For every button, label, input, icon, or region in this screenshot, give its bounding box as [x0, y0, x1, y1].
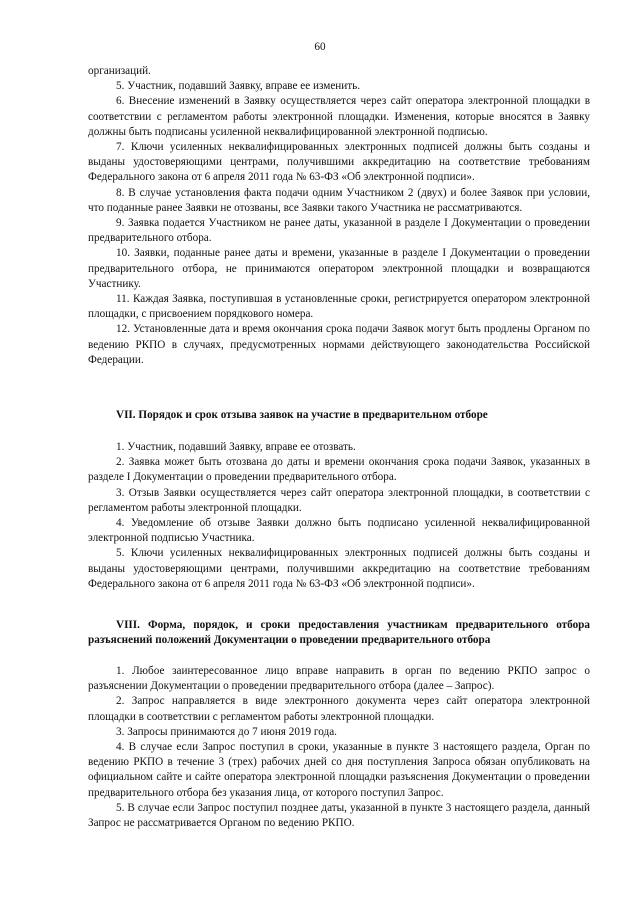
section-7-heading-block [88, 408, 590, 423]
paragraph: 4. В случае если Запрос поступил в сроки, указанные в пункте 3 настоящего раздела, Орган по ведению РКПО в течение 3 (трех) рабочих дней со дня поступления Запроса обязан опубликовать на официальном сайте и сайте оператора электронной площадки разъяснения Документации о проведении предварительного отбора без указания лица, от которого поступил Запрос. [88, 741, 590, 799]
section-7-heading: VII. Порядок и срок отзыва заявок на участие в предварительном отборе [116, 409, 488, 421]
paragraph: 5. В случае если Запрос поступил позднее даты, указанной в пункте 3 настоящего раздела, данный Запрос не рассматривается Органом по ведению РКПО. [88, 801, 590, 830]
paragraph: 12. Установленные дата и время окончания срока подачи Заявок могут быть продлены Органом по ведению РКПО в случаях, предусмотренных нормами действующего законодательства Российской Федерации. [88, 323, 590, 366]
paragraph: 3. Запросы принимаются до 7 июня 2019 года. [116, 725, 337, 738]
paragraph: 9. Заявка подается Участником не ранее даты, указанной в разделе I Документации о проведении предварительного отбора. [88, 217, 590, 245]
paragraph: 7. Ключи усиленных неквалифицированных электронных подписей должны быть созданы и выданы удостоверяющими центрами, получившими аккредитацию на соответствие требованиям Федерального закона от 6 апреля 2011 года № 63-ФЗ «Об электронной подписи». [88, 141, 590, 184]
paragraph: 2. Заявка может быть отозвана до даты и времени окончания срока подачи Заявок, указанных в разделе I Документации о проведении предварительного отбора. [88, 456, 590, 484]
paragraph: 11. Каждая Заявка, поступившая в установленные сроки, регистрируется оператором электронной площадки, с присвоением порядкового номера. [88, 293, 590, 321]
paragraph: 1. Любое заинтересованное лицо вправе направить в орган по ведению РКПО запрос о разъяснении Документации о проведении предварительного отбора (далее – Запрос). [88, 665, 590, 693]
paragraph: 10. Заявки, поданные ранее даты и времени, указанные в разделе I Документации о проведении предварительного отбора, не принимаются оператором электронной площадки и возвращаются Участнику. [88, 247, 590, 290]
section-8 [88, 664, 590, 831]
section-7 [88, 440, 590, 592]
paragraph: 5. Ключи усиленных неквалифицированных электронных подписей должны быть созданы и выданы удостоверяющими центрами, получившими аккредитацию на соответствие требованиям Федерального закона от 6 апреля 2011 года № 63-ФЗ «Об электронной подписи». [88, 547, 590, 590]
paragraph: организаций. [88, 65, 151, 77]
section-8-heading-block [88, 618, 590, 648]
paragraph: 3. Отзыв Заявки осуществляется через сайт оператора электронной площадки, в соответствии с регламентом работы электронной площадки. [88, 486, 590, 514]
section-8-heading: VIII. Форма, порядок, и сроки предоставления участникам предварительного отбора разъяснений положений Документации о проведении предварительного отбора [88, 619, 590, 647]
paragraph: 6. Внесение изменений в Заявку осуществляется через сайт оператора электронной площадки в соответствии с регламентом работы электронной площадки. Изменения, которые вносятся в Заявку должны быть подписаны усиленной неквалифицированной электронной подписью. [88, 95, 590, 138]
paragraph: 8. В случае установления факта подачи одним Участником 2 (двух) и более Заявок при условии, что поданные ранее Заявки не отозваны, все Заявки такого Участника не рассматриваются. [88, 186, 590, 214]
section-6-continuation [88, 64, 590, 368]
paragraph: 2. Запрос направляется в виде электронного документа через сайт оператора электронной площадки в соответствии с регламентом работы электронной площадки. [88, 695, 590, 723]
page-number: 60 [314, 41, 326, 53]
paragraph: 1. Участник, подавший Заявку, вправе ее отозвать. [116, 441, 356, 453]
paragraph: 4. Уведомление об отзыве Заявки должно быть подписано усиленной неквалифицированной электронной подписью Участника. [88, 517, 590, 545]
paragraph: 5. Участник, подавший Заявку, вправе ее изменить. [116, 80, 361, 93]
